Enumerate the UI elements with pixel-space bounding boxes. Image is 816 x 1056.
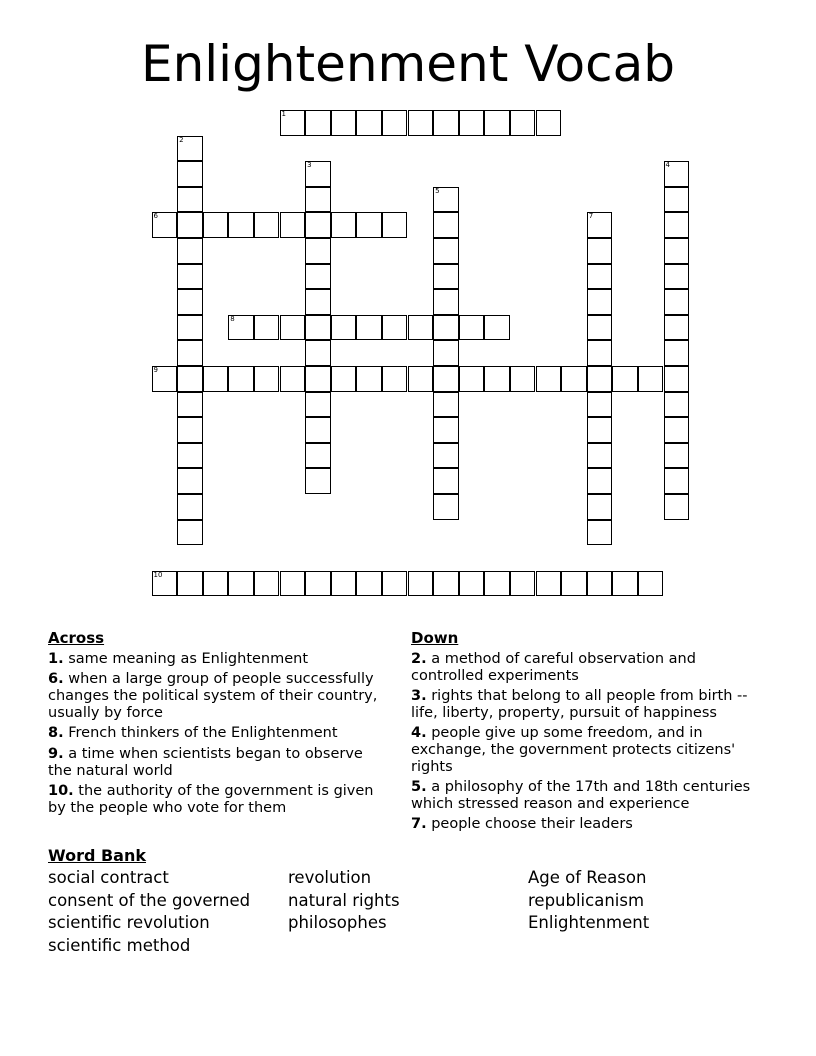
crossword-cell[interactable]	[177, 315, 203, 341]
crossword-cell[interactable]	[459, 571, 485, 597]
crossword-cell[interactable]	[587, 494, 613, 520]
clue-number: 10	[153, 570, 163, 579]
crossword-cell[interactable]	[587, 366, 613, 392]
crossword-cell[interactable]	[305, 289, 331, 315]
crossword-cell[interactable]	[177, 366, 203, 392]
crossword-cell[interactable]	[587, 520, 613, 546]
crossword-cell[interactable]	[433, 366, 459, 392]
clue-number: 5	[435, 186, 440, 195]
crossword-cell[interactable]	[331, 571, 357, 597]
crossword-cell[interactable]	[536, 571, 562, 597]
crossword-cell[interactable]	[228, 571, 254, 597]
crossword-cell[interactable]	[408, 571, 434, 597]
crossword-cell[interactable]	[484, 366, 510, 392]
crossword-cell[interactable]	[305, 443, 331, 469]
crossword-cell[interactable]	[561, 366, 587, 392]
crossword-cell[interactable]	[561, 571, 587, 597]
crossword-cell[interactable]	[305, 187, 331, 213]
crossword-cell[interactable]	[433, 187, 459, 213]
word-bank-item: natural rights	[288, 891, 400, 910]
crossword-cell[interactable]	[664, 212, 690, 238]
crossword-cell[interactable]	[433, 289, 459, 315]
across-clue-9: 9. a time when scientists began to observe the natural world	[48, 746, 363, 779]
crossword-cell[interactable]	[305, 417, 331, 443]
crossword-cell[interactable]	[638, 571, 664, 597]
crossword-cell[interactable]	[382, 315, 408, 341]
down-clue-3: 3. rights that belong to all people from birth -- life, liberty, property, pursuit of happiness	[411, 688, 748, 721]
crossword-cell[interactable]	[280, 366, 306, 392]
crossword-cell[interactable]	[587, 392, 613, 418]
crossword-cell[interactable]	[177, 289, 203, 315]
crossword-cell[interactable]	[664, 289, 690, 315]
crossword-cell[interactable]	[587, 264, 613, 290]
crossword-cell[interactable]	[177, 340, 203, 366]
crossword-cell[interactable]	[280, 110, 306, 136]
crossword-cell[interactable]	[433, 110, 459, 136]
page-title: Enlightenment Vocab	[141, 35, 675, 93]
crossword-cell[interactable]	[536, 366, 562, 392]
crossword-cell[interactable]	[305, 340, 331, 366]
crossword-cell[interactable]	[408, 366, 434, 392]
crossword-cell[interactable]	[433, 315, 459, 341]
crossword-cell[interactable]	[177, 494, 203, 520]
crossword-cell[interactable]	[305, 238, 331, 264]
crossword-cell[interactable]	[510, 110, 536, 136]
crossword-cell[interactable]	[664, 468, 690, 494]
crossword-cell[interactable]	[305, 468, 331, 494]
crossword-cell[interactable]	[305, 366, 331, 392]
crossword-cell[interactable]	[356, 571, 382, 597]
crossword-cell[interactable]	[305, 161, 331, 187]
crossword-cell[interactable]	[305, 392, 331, 418]
clue-number: 6	[153, 212, 158, 221]
crossword-cell[interactable]	[536, 110, 562, 136]
crossword-cell[interactable]	[305, 264, 331, 290]
crossword-cell[interactable]	[433, 417, 459, 443]
crossword-cell[interactable]	[587, 571, 613, 597]
crossword-cell[interactable]	[484, 110, 510, 136]
crossword-cell[interactable]	[152, 212, 178, 238]
crossword-cell[interactable]	[433, 212, 459, 238]
crossword-cell[interactable]	[664, 315, 690, 341]
crossword-cell[interactable]	[331, 366, 357, 392]
crossword-cell[interactable]	[433, 340, 459, 366]
crossword-cell[interactable]	[382, 571, 408, 597]
crossword-cell[interactable]	[305, 571, 331, 597]
crossword-cell[interactable]	[664, 340, 690, 366]
crossword-cell[interactable]	[433, 443, 459, 469]
word-bank-item: philosophes	[288, 913, 387, 932]
crossword-cell[interactable]	[356, 212, 382, 238]
crossword-cell[interactable]	[433, 238, 459, 264]
crossword-cell[interactable]	[664, 187, 690, 213]
crossword-cell[interactable]	[305, 110, 331, 136]
crossword-cell[interactable]	[408, 110, 434, 136]
crossword-cell[interactable]	[356, 366, 382, 392]
crossword-cell[interactable]	[356, 315, 382, 341]
crossword-cell[interactable]	[177, 392, 203, 418]
word-bank-item: consent of the governed	[48, 891, 251, 910]
crossword-cell[interactable]	[331, 110, 357, 136]
clue-number: 8	[230, 314, 235, 323]
crossword-cell[interactable]	[433, 264, 459, 290]
crossword-cell[interactable]	[433, 494, 459, 520]
clue-number: 9	[153, 366, 158, 374]
crossword-cell[interactable]	[280, 212, 306, 238]
crossword-cell[interactable]	[177, 417, 203, 443]
down-heading: Down	[411, 629, 459, 647]
crossword-cell[interactable]	[177, 187, 203, 213]
crossword-cell[interactable]	[382, 212, 408, 238]
clue-number: 7	[588, 212, 594, 221]
word-bank-item: Enlightenment	[528, 913, 650, 932]
across-clue-8: 8. French thinkers of the Enlightenment	[48, 725, 338, 741]
crossword-cell[interactable]	[510, 571, 536, 597]
crossword-cell[interactable]	[664, 417, 690, 443]
crossword-cell[interactable]	[664, 264, 690, 290]
word-bank-item: scientific revolution	[48, 913, 210, 932]
crossword-cell[interactable]	[177, 212, 203, 238]
crossword-cell[interactable]	[587, 289, 613, 315]
crossword-cell[interactable]	[228, 212, 254, 238]
crossword-cell[interactable]	[587, 238, 613, 264]
crossword-cell[interactable]	[331, 212, 357, 238]
crossword-cell[interactable]	[203, 212, 229, 238]
clue-number: 3	[307, 161, 312, 170]
crossword-cell[interactable]	[459, 366, 485, 392]
crossword-cell[interactable]	[152, 366, 178, 392]
crossword-cell[interactable]	[484, 571, 510, 597]
word-bank-item: revolution	[288, 868, 372, 887]
crossword-cell[interactable]	[228, 366, 254, 392]
word-bank-item: social contract	[48, 868, 169, 887]
crossword-cell[interactable]	[587, 340, 613, 366]
down-clue-2: 2. a method of careful observation and controlled experiments	[411, 651, 696, 684]
crossword-cell[interactable]	[612, 571, 638, 597]
crossword-cell[interactable]	[280, 571, 306, 597]
crossword-cell[interactable]	[177, 161, 203, 187]
crossword-cell[interactable]	[433, 468, 459, 494]
crossword-cell[interactable]	[177, 443, 203, 469]
crossword-cell[interactable]	[152, 571, 178, 597]
crossword-cell[interactable]	[382, 110, 408, 136]
crossword-cell[interactable]	[587, 417, 613, 443]
crossword-cell[interactable]	[305, 212, 331, 238]
clue-number: 2	[179, 135, 184, 144]
crossword-cell[interactable]	[177, 468, 203, 494]
crossword-cell[interactable]	[664, 494, 690, 520]
crossword-cell[interactable]	[664, 238, 690, 264]
crossword-cell[interactable]	[228, 315, 254, 341]
crossword-cell[interactable]	[177, 571, 203, 597]
crossword-cell[interactable]	[254, 212, 280, 238]
crossword-cell[interactable]	[664, 161, 690, 187]
across-clue-1: 1. same meaning as Enlightenment	[48, 651, 309, 667]
clue-number: 4	[665, 161, 670, 170]
crossword-cell[interactable]	[484, 315, 510, 341]
crossword-cell[interactable]	[612, 366, 638, 392]
crossword-cell[interactable]	[280, 315, 306, 341]
down-clue-5: 5. a philosophy of the 17th and 18th centuries which stressed reason and experience	[411, 779, 751, 812]
crossword-cell[interactable]	[664, 366, 690, 392]
word-bank-item: Age of Reason	[528, 868, 647, 887]
crossword-cell[interactable]	[587, 443, 613, 469]
crossword-cell[interactable]	[510, 366, 536, 392]
crossword-cell[interactable]	[382, 366, 408, 392]
down-clue-4: 4. people give up some freedom, and in exchange, the government protects citizens' rights	[411, 725, 736, 775]
crossword-cell[interactable]	[459, 315, 485, 341]
crossword-cell[interactable]	[177, 264, 203, 290]
word-bank-item: scientific method	[48, 936, 191, 955]
across-heading: Across	[48, 629, 105, 647]
crossword-cell[interactable]	[203, 571, 229, 597]
crossword-cell[interactable]	[664, 443, 690, 469]
crossword-cell[interactable]	[356, 110, 382, 136]
crossword-cell[interactable]	[254, 366, 280, 392]
crossword-cell[interactable]	[587, 212, 613, 238]
crossword-cell[interactable]	[587, 315, 613, 341]
crossword-cell[interactable]	[331, 315, 357, 341]
crossword-cell[interactable]	[408, 315, 434, 341]
crossword-cell[interactable]	[664, 392, 690, 418]
crossword-cell[interactable]	[305, 315, 331, 341]
across-clue-10: 10. the authority of the government is given by the people who vote for them	[48, 783, 374, 816]
crossword-cell[interactable]	[638, 366, 664, 392]
down-clue-7: 7. people choose their leaders	[411, 816, 633, 832]
clue-number: 1	[281, 110, 286, 118]
across-clue-6: 6. when a large group of people successfully changes the political system of their country, usually by force	[48, 671, 378, 721]
word-bank-item: republicanism	[528, 891, 645, 910]
crossword-cell[interactable]	[459, 110, 485, 136]
crossword-cell[interactable]	[177, 238, 203, 264]
crossword-cell[interactable]	[203, 366, 229, 392]
crossword-cell[interactable]	[587, 468, 613, 494]
word-bank-heading: Word Bank	[48, 846, 147, 865]
crossword-cell[interactable]	[254, 315, 280, 341]
crossword-cell[interactable]	[254, 571, 280, 597]
crossword-cell[interactable]	[433, 392, 459, 418]
crossword-cell[interactable]	[177, 136, 203, 162]
crossword-cell[interactable]	[177, 520, 203, 546]
crossword-cell[interactable]	[433, 571, 459, 597]
